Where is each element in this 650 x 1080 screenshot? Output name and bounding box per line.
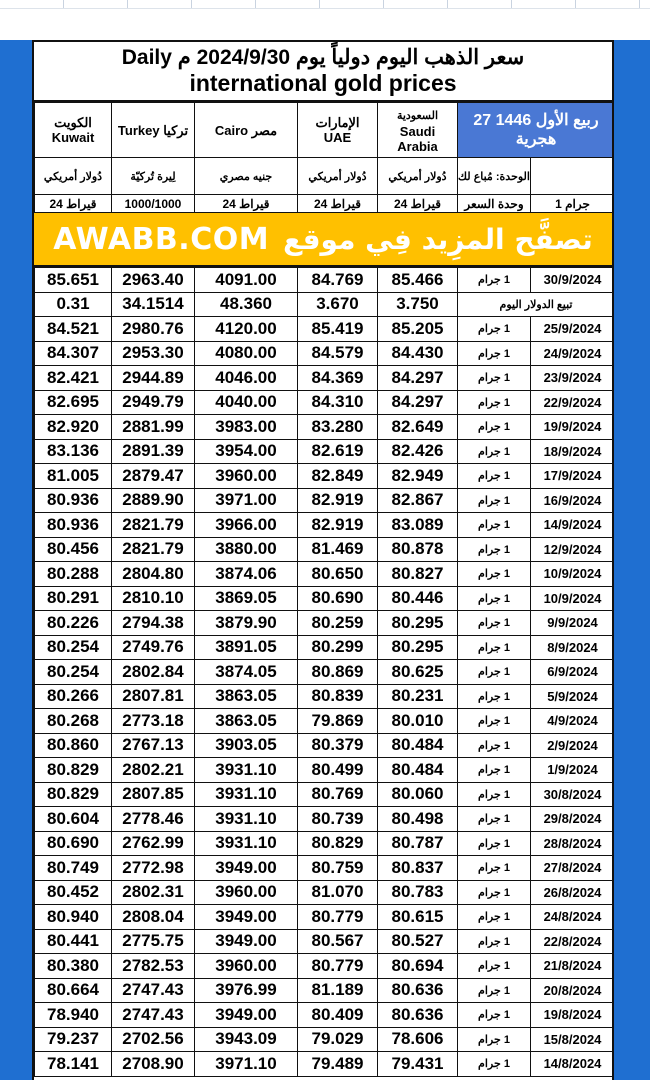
price-uae: 85.419: [298, 317, 378, 342]
price-cairo: 3960.00: [195, 464, 298, 489]
price-saudi: 78.606: [378, 1027, 458, 1052]
currency-cairo: جنيه مصري: [195, 158, 298, 195]
price-uae: 79.869: [298, 709, 378, 734]
row-date: 15/8/2024: [531, 1027, 615, 1052]
price-cairo: 3943.09: [195, 1027, 298, 1052]
price-cairo: 4046.00: [195, 366, 298, 391]
table-row: [35, 709, 615, 734]
row-unit: 1 جرام: [458, 660, 531, 685]
row-unit: 1 جرام: [458, 856, 531, 881]
currency-saudi: دُولار أمريكي: [378, 158, 458, 195]
price-cairo: 3949.00: [195, 1003, 298, 1028]
price-turkey: 2807.81: [112, 684, 195, 709]
header-saudi: السعودية Saudi Arabia: [378, 103, 458, 158]
price-cairo: 3931.10: [195, 831, 298, 856]
price-kuwait: 80.829: [35, 782, 112, 807]
price-kuwait: 80.441: [35, 929, 112, 954]
price-uae: 81.469: [298, 537, 378, 562]
row-date: 30/9/2024: [531, 268, 615, 293]
price-cairo: 3931.10: [195, 807, 298, 832]
price-turkey: 2953.30: [112, 341, 195, 366]
row-unit: 1 جرام: [458, 464, 531, 489]
table-row: [35, 831, 615, 856]
price-turkey: 2881.99: [112, 415, 195, 440]
row-date: 27/8/2024: [531, 856, 615, 881]
price-kuwait: 80.268: [35, 709, 112, 734]
unit-blank: [531, 158, 615, 195]
price-cairo: 4091.00: [195, 268, 298, 293]
price-turkey: 2794.38: [112, 611, 195, 636]
table-row: [35, 1003, 615, 1028]
row-date: 9/9/2024: [531, 611, 615, 636]
row-date: 24/9/2024: [531, 341, 615, 366]
row-unit: 1 جرام: [458, 978, 531, 1003]
price-saudi: 80.446: [378, 586, 458, 611]
price-kuwait: 80.456: [35, 537, 112, 562]
price-cairo: 3971.10: [195, 1052, 298, 1077]
price-saudi: 84.297: [378, 366, 458, 391]
price-turkey: 2802.31: [112, 880, 195, 905]
price-turkey: 34.1514: [112, 292, 195, 317]
table-row: [35, 880, 615, 905]
table-row: [35, 660, 615, 685]
price-kuwait: 80.452: [35, 880, 112, 905]
title-line-2: international gold prices: [189, 70, 457, 96]
table-row: [35, 341, 615, 366]
row-date: 12/9/2024: [531, 537, 615, 562]
gold-price-sheet: [32, 40, 614, 1080]
price-kuwait: 80.604: [35, 807, 112, 832]
row-unit: 1 جرام: [458, 537, 531, 562]
price-turkey: 2708.90: [112, 1052, 195, 1077]
carat-saudi: 24 قيراط: [378, 195, 458, 213]
price-saudi: 80.787: [378, 831, 458, 856]
carat-kuwait: 24 قيراط: [35, 195, 112, 213]
price-cairo: 3880.00: [195, 537, 298, 562]
price-saudi: 80.295: [378, 611, 458, 636]
price-uae: 82.849: [298, 464, 378, 489]
price-turkey: 2767.13: [112, 733, 195, 758]
row-unit: 1 جرام: [458, 929, 531, 954]
price-uae: 80.690: [298, 586, 378, 611]
price-kuwait: 78.940: [35, 1003, 112, 1028]
table-row: [35, 513, 615, 538]
price-uae: 83.280: [298, 415, 378, 440]
price-turkey: 2702.56: [112, 1027, 195, 1052]
price-kuwait: 80.254: [35, 660, 112, 685]
banner-arabic-text: تصفَّح المزِيد فِي موقع: [283, 222, 593, 256]
price-cairo: 3960.00: [195, 880, 298, 905]
table-row: [35, 635, 615, 660]
price-kuwait: 78.141: [35, 1052, 112, 1077]
row-unit: 1 جرام: [458, 733, 531, 758]
table-row: [35, 1052, 615, 1077]
price-cairo: 3976.99: [195, 978, 298, 1003]
row-unit: 1 جرام: [458, 635, 531, 660]
price-cairo: 3863.05: [195, 684, 298, 709]
price-turkey: 2821.79: [112, 513, 195, 538]
price-kuwait: 84.307: [35, 341, 112, 366]
price-cairo: 3931.10: [195, 758, 298, 783]
price-uae: 80.499: [298, 758, 378, 783]
row-date: 4/9/2024: [531, 709, 615, 734]
price-uae: 84.769: [298, 268, 378, 293]
carat-uae: 24 قيراط: [298, 195, 378, 213]
row-unit: 1 جرام: [458, 317, 531, 342]
price-kuwait: 82.421: [35, 366, 112, 391]
header-turkey: Turkey تركيا: [112, 103, 195, 158]
row-date: 30/8/2024: [531, 782, 615, 807]
price-saudi: 82.649: [378, 415, 458, 440]
row-unit: 1 جرام: [458, 415, 531, 440]
banner-site-name: AWABB.COM: [53, 221, 270, 257]
row-unit: 1 جرام: [458, 758, 531, 783]
row-date: 6/9/2024: [531, 660, 615, 685]
row-unit: 1 جرام: [458, 1027, 531, 1052]
row-unit: 1 جرام: [458, 390, 531, 415]
price-uae: 80.829: [298, 831, 378, 856]
table-row: [35, 758, 615, 783]
row-date: 29/8/2024: [531, 807, 615, 832]
price-turkey: 2821.79: [112, 537, 195, 562]
price-saudi: 80.615: [378, 905, 458, 930]
row-unit: 1 جرام: [458, 1052, 531, 1077]
row-unit: 1 جرام: [458, 341, 531, 366]
price-cairo: 4040.00: [195, 390, 298, 415]
price-turkey: 2891.39: [112, 439, 195, 464]
table-row: [35, 366, 615, 391]
price-turkey: 2775.75: [112, 929, 195, 954]
price-cairo: 3903.05: [195, 733, 298, 758]
row-unit: 1 جرام: [458, 488, 531, 513]
table-row: [35, 905, 615, 930]
row-unit: 1 جرام: [458, 562, 531, 587]
table-row: [35, 488, 615, 513]
price-kuwait: 80.380: [35, 954, 112, 979]
price-saudi: 80.231: [378, 684, 458, 709]
price-turkey: 2772.98: [112, 856, 195, 881]
price-saudi: 84.297: [378, 390, 458, 415]
row-date: 22/9/2024: [531, 390, 615, 415]
awabb-banner[interactable]: [34, 213, 612, 267]
row-date: 14/9/2024: [531, 513, 615, 538]
row-unit: 1 جرام: [458, 831, 531, 856]
table-row: [35, 292, 615, 317]
spreadsheet-gridlines: [0, 0, 650, 8]
price-saudi: 3.750: [378, 292, 458, 317]
price-saudi: 83.089: [378, 513, 458, 538]
currency-row: [35, 158, 615, 195]
price-cairo: 3879.90: [195, 611, 298, 636]
price-turkey: 2747.43: [112, 1003, 195, 1028]
price-kuwait: 80.829: [35, 758, 112, 783]
price-cairo: 3891.05: [195, 635, 298, 660]
price-uae: 84.369: [298, 366, 378, 391]
price-uae: 80.409: [298, 1003, 378, 1028]
price-uae: 82.919: [298, 513, 378, 538]
price-turkey: 2980.76: [112, 317, 195, 342]
price-uae: 81.189: [298, 978, 378, 1003]
price-kuwait: 80.936: [35, 513, 112, 538]
row-unit: 1 جرام: [458, 807, 531, 832]
price-kuwait: 82.920: [35, 415, 112, 440]
price-uae: 84.310: [298, 390, 378, 415]
price-turkey: 2889.90: [112, 488, 195, 513]
row-date: 28/8/2024: [531, 831, 615, 856]
row-unit: 1 جرام: [458, 611, 531, 636]
row-unit: 1 جرام: [458, 586, 531, 611]
price-uae: 80.379: [298, 733, 378, 758]
price-uae: 80.869: [298, 660, 378, 685]
price-saudi: 80.010: [378, 709, 458, 734]
price-saudi: 85.466: [378, 268, 458, 293]
price-saudi: 80.527: [378, 929, 458, 954]
price-turkey: 2963.40: [112, 268, 195, 293]
price-cairo: 3966.00: [195, 513, 298, 538]
row-date: 22/8/2024: [531, 929, 615, 954]
carat-row: [35, 195, 615, 213]
price-kuwait: 85.651: [35, 268, 112, 293]
gold-price-table: [34, 102, 614, 213]
price-uae: 84.579: [298, 341, 378, 366]
row-unit: 1 جرام: [458, 1003, 531, 1028]
price-cairo: 3863.05: [195, 709, 298, 734]
header-hijri-date: 27 ربيع الأول 1446 هجرية: [458, 103, 615, 158]
price-turkey: 2807.85: [112, 782, 195, 807]
price-saudi: 82.426: [378, 439, 458, 464]
row-unit: 1 جرام: [458, 709, 531, 734]
table-row: [35, 317, 615, 342]
price-turkey: 2944.89: [112, 366, 195, 391]
table-row: [35, 415, 615, 440]
price-saudi: 80.060: [378, 782, 458, 807]
row-date: 25/9/2024: [531, 317, 615, 342]
price-kuwait: 80.664: [35, 978, 112, 1003]
header-kuwait: الكويت Kuwait: [35, 103, 112, 158]
currency-turkey: لِيرة تُركيّة: [112, 158, 195, 195]
price-rows: [34, 267, 614, 1077]
row-date: 10/9/2024: [531, 562, 615, 587]
price-uae: 80.650: [298, 562, 378, 587]
table-row: [35, 782, 615, 807]
price-cairo: 3971.00: [195, 488, 298, 513]
price-cairo: 3931.10: [195, 782, 298, 807]
row-date: 5/9/2024: [531, 684, 615, 709]
title-line-1: سعر الذهب اليوم دولياً يوم 2024/9/30 م Daily: [121, 46, 525, 69]
price-cairo: 3949.00: [195, 929, 298, 954]
price-kuwait: 80.936: [35, 488, 112, 513]
row-date: 23/9/2024: [531, 366, 615, 391]
price-saudi: 79.431: [378, 1052, 458, 1077]
unit-label: الوحدة: مُباع لك: [458, 158, 531, 195]
price-kuwait: 79.237: [35, 1027, 112, 1052]
price-cairo: 3983.00: [195, 415, 298, 440]
spreadsheet-row-line: [0, 8, 650, 9]
price-uae: 80.259: [298, 611, 378, 636]
price-uae: 3.670: [298, 292, 378, 317]
price-unit-label: وحدة السعر: [458, 195, 531, 213]
row-unit: 1 جرام: [458, 880, 531, 905]
price-turkey: 2778.46: [112, 807, 195, 832]
price-cairo: 3949.00: [195, 905, 298, 930]
price-turkey: 2762.99: [112, 831, 195, 856]
price-turkey: 2747.43: [112, 978, 195, 1003]
price-saudi: 80.625: [378, 660, 458, 685]
price-uae: 82.619: [298, 439, 378, 464]
price-saudi: 80.636: [378, 1003, 458, 1028]
price-turkey: 2782.53: [112, 954, 195, 979]
table-row: [35, 954, 615, 979]
price-saudi: 80.295: [378, 635, 458, 660]
table-row: [35, 978, 615, 1003]
price-uae: 80.769: [298, 782, 378, 807]
row-date: 10/9/2024: [531, 586, 615, 611]
row-date: 18/9/2024: [531, 439, 615, 464]
row-unit: 1 جرام: [458, 954, 531, 979]
price-turkey: 2879.47: [112, 464, 195, 489]
price-turkey: 2802.21: [112, 758, 195, 783]
price-uae: 79.489: [298, 1052, 378, 1077]
table-row: [35, 929, 615, 954]
price-kuwait: 83.136: [35, 439, 112, 464]
row-date: 2/9/2024: [531, 733, 615, 758]
price-saudi: 84.430: [378, 341, 458, 366]
price-cairo: 3949.00: [195, 856, 298, 881]
row-unit: 1 جرام: [458, 366, 531, 391]
price-saudi: 80.484: [378, 733, 458, 758]
price-turkey: 2804.80: [112, 562, 195, 587]
price-saudi: 80.827: [378, 562, 458, 587]
gram-label: 1 جرام: [531, 195, 615, 213]
price-kuwait: 80.860: [35, 733, 112, 758]
dollar-rate-label: تبيع الدولار اليوم: [458, 292, 615, 317]
price-turkey: 2802.84: [112, 660, 195, 685]
price-saudi: 80.484: [378, 758, 458, 783]
price-turkey: 2949.79: [112, 390, 195, 415]
row-date: 19/9/2024: [531, 415, 615, 440]
price-saudi: 80.878: [378, 537, 458, 562]
price-kuwait: 80.226: [35, 611, 112, 636]
price-turkey: 2773.18: [112, 709, 195, 734]
sheet-title: [34, 42, 612, 102]
price-kuwait: 84.521: [35, 317, 112, 342]
price-turkey: 2749.76: [112, 635, 195, 660]
header-cairo: Cairo مصر: [195, 103, 298, 158]
table-row: [35, 439, 615, 464]
price-uae: 80.779: [298, 905, 378, 930]
table-row: [35, 856, 615, 881]
currency-kuwait: دُولار أمريكي: [35, 158, 112, 195]
row-date: 20/8/2024: [531, 978, 615, 1003]
table-row: [35, 1027, 615, 1052]
price-uae: 82.919: [298, 488, 378, 513]
price-saudi: 85.205: [378, 317, 458, 342]
price-saudi: 80.783: [378, 880, 458, 905]
price-turkey: 2808.04: [112, 905, 195, 930]
row-date: 8/9/2024: [531, 635, 615, 660]
price-uae: 79.029: [298, 1027, 378, 1052]
header-uae: الإمارات UAE: [298, 103, 378, 158]
price-kuwait: 80.288: [35, 562, 112, 587]
price-kuwait: 80.266: [35, 684, 112, 709]
row-date: 21/8/2024: [531, 954, 615, 979]
price-kuwait: 0.31: [35, 292, 112, 317]
price-uae: 81.070: [298, 880, 378, 905]
table-row: [35, 807, 615, 832]
price-cairo: 3954.00: [195, 439, 298, 464]
price-uae: 80.299: [298, 635, 378, 660]
price-cairo: 3874.06: [195, 562, 298, 587]
currency-uae: دُولار أمريكي: [298, 158, 378, 195]
price-cairo: 4080.00: [195, 341, 298, 366]
row-unit: 1 جرام: [458, 684, 531, 709]
row-date: 16/9/2024: [531, 488, 615, 513]
spreadsheet-top-strip: [0, 0, 650, 40]
price-cairo: 48.360: [195, 292, 298, 317]
header-row: [35, 103, 615, 158]
price-kuwait: 82.695: [35, 390, 112, 415]
row-date: 26/8/2024: [531, 880, 615, 905]
price-uae: 80.759: [298, 856, 378, 881]
price-uae: 80.839: [298, 684, 378, 709]
table-row: [35, 268, 615, 293]
row-date: 24/8/2024: [531, 905, 615, 930]
price-uae: 80.739: [298, 807, 378, 832]
price-kuwait: 80.749: [35, 856, 112, 881]
row-unit: 1 جرام: [458, 268, 531, 293]
row-date: 17/9/2024: [531, 464, 615, 489]
row-date: 1/9/2024: [531, 758, 615, 783]
price-cairo: 3960.00: [195, 954, 298, 979]
price-uae: 80.567: [298, 929, 378, 954]
carat-cairo: 24 قيراط: [195, 195, 298, 213]
price-saudi: 82.867: [378, 488, 458, 513]
price-uae: 80.779: [298, 954, 378, 979]
price-kuwait: 80.940: [35, 905, 112, 930]
row-date: 14/8/2024: [531, 1052, 615, 1077]
price-kuwait: 80.254: [35, 635, 112, 660]
table-row: [35, 733, 615, 758]
price-saudi: 82.949: [378, 464, 458, 489]
price-cairo: 4120.00: [195, 317, 298, 342]
table-row: [35, 611, 615, 636]
row-date: 19/8/2024: [531, 1003, 615, 1028]
table-row: [35, 586, 615, 611]
price-saudi: 80.694: [378, 954, 458, 979]
table-row: [35, 684, 615, 709]
price-kuwait: 80.291: [35, 586, 112, 611]
table-row: [35, 464, 615, 489]
price-kuwait: 81.005: [35, 464, 112, 489]
price-saudi: 80.837: [378, 856, 458, 881]
price-saudi: 80.498: [378, 807, 458, 832]
price-kuwait: 80.690: [35, 831, 112, 856]
price-turkey: 2810.10: [112, 586, 195, 611]
row-unit: 1 جرام: [458, 782, 531, 807]
table-row: [35, 390, 615, 415]
carat-turkey: 1000/1000: [112, 195, 195, 213]
row-unit: 1 جرام: [458, 439, 531, 464]
row-unit: 1 جرام: [458, 905, 531, 930]
row-unit: 1 جرام: [458, 513, 531, 538]
table-row: [35, 562, 615, 587]
price-cairo: 3869.05: [195, 586, 298, 611]
price-saudi: 80.636: [378, 978, 458, 1003]
table-row: [35, 537, 615, 562]
price-cairo: 3874.05: [195, 660, 298, 685]
